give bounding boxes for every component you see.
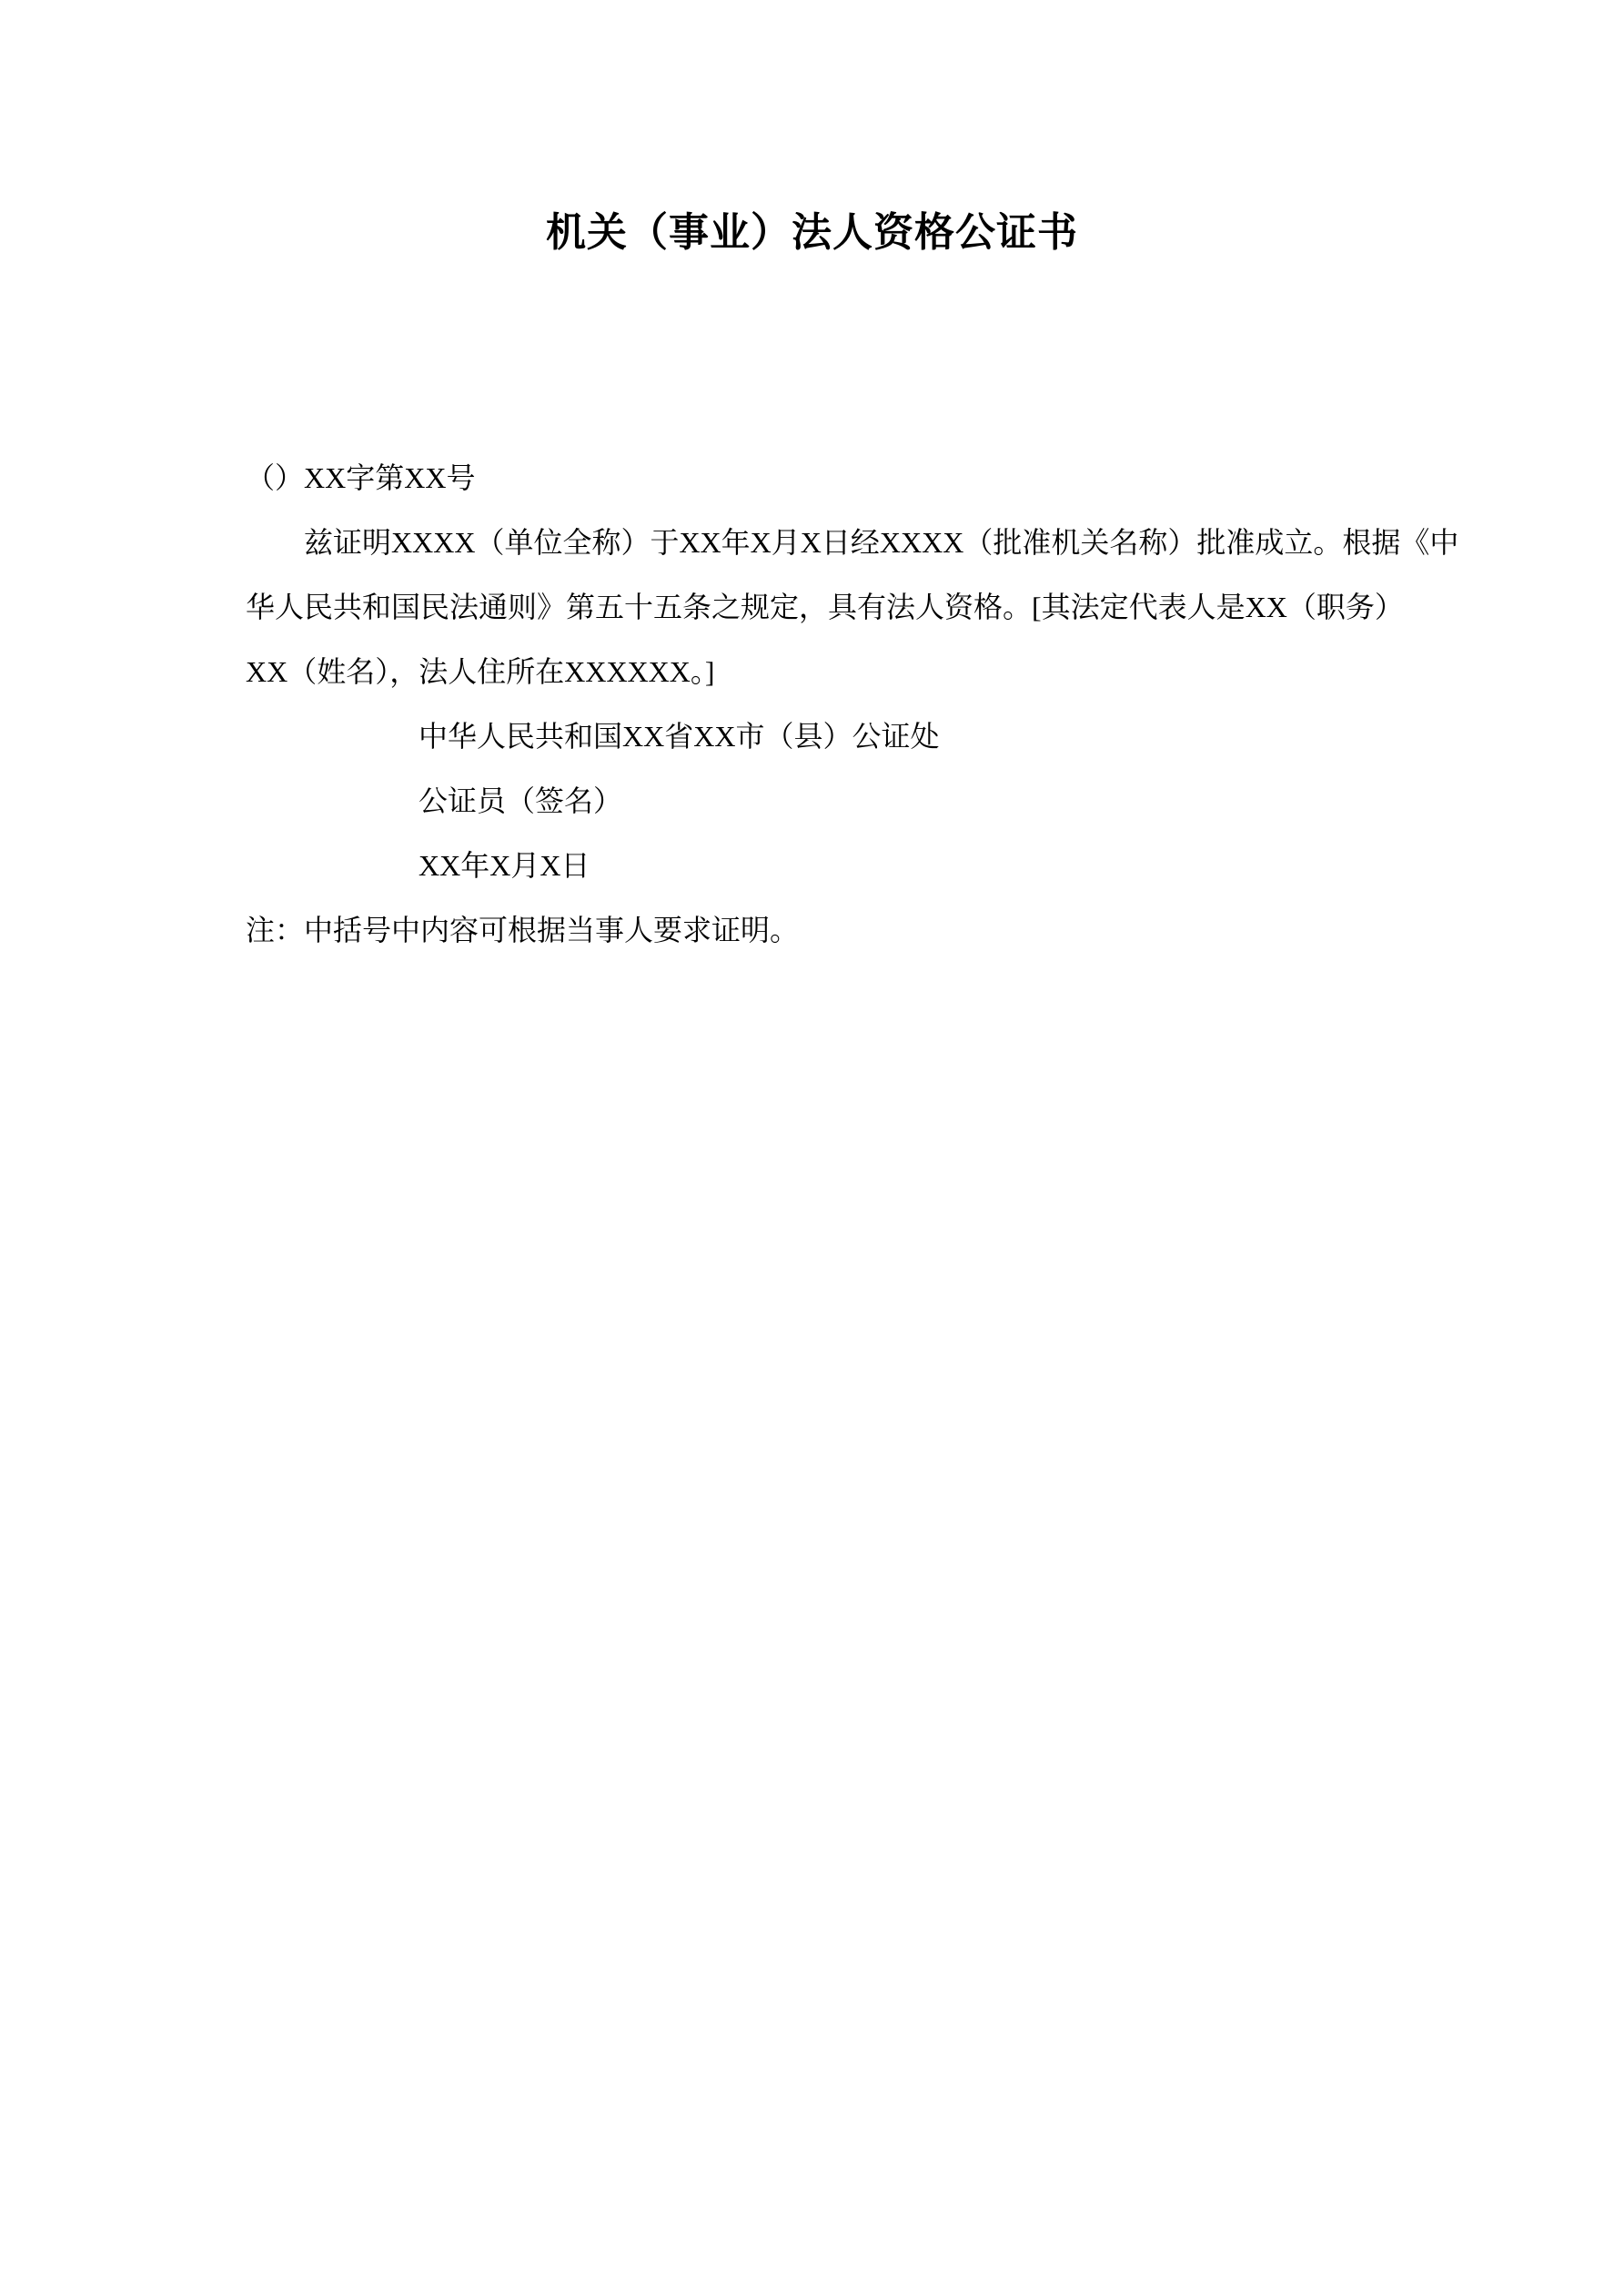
note-line: 注：中括号中内容可根据当事人要求证明。: [246, 914, 800, 946]
signature-office-line: 中华人民共和国XX省XX市（县）公证处: [419, 720, 940, 753]
signature-date-line: XX年X月X日: [419, 849, 590, 882]
doc-number-line: （）XX字第XX号: [246, 461, 476, 494]
body-paragraph-line-3: XX（姓名），法人住所在XXXXXX。]: [246, 655, 715, 688]
document-title: 机关（事业）法人资格公证书: [546, 210, 1078, 255]
signature-notary-line: 公证员（签名）: [419, 784, 623, 817]
body-paragraph-line-1: 兹证明XXXX（单位全称）于XX年X月X日经XXXX（批准机关名称）批准成立。根据《中: [304, 526, 1459, 559]
body-paragraph-line-2: 华人民共和国民法通则》第五十五条之规定，具有法人资格。[其法定代表人是XX（职务）: [246, 591, 1404, 623]
document-body: [246, 446, 1459, 963]
